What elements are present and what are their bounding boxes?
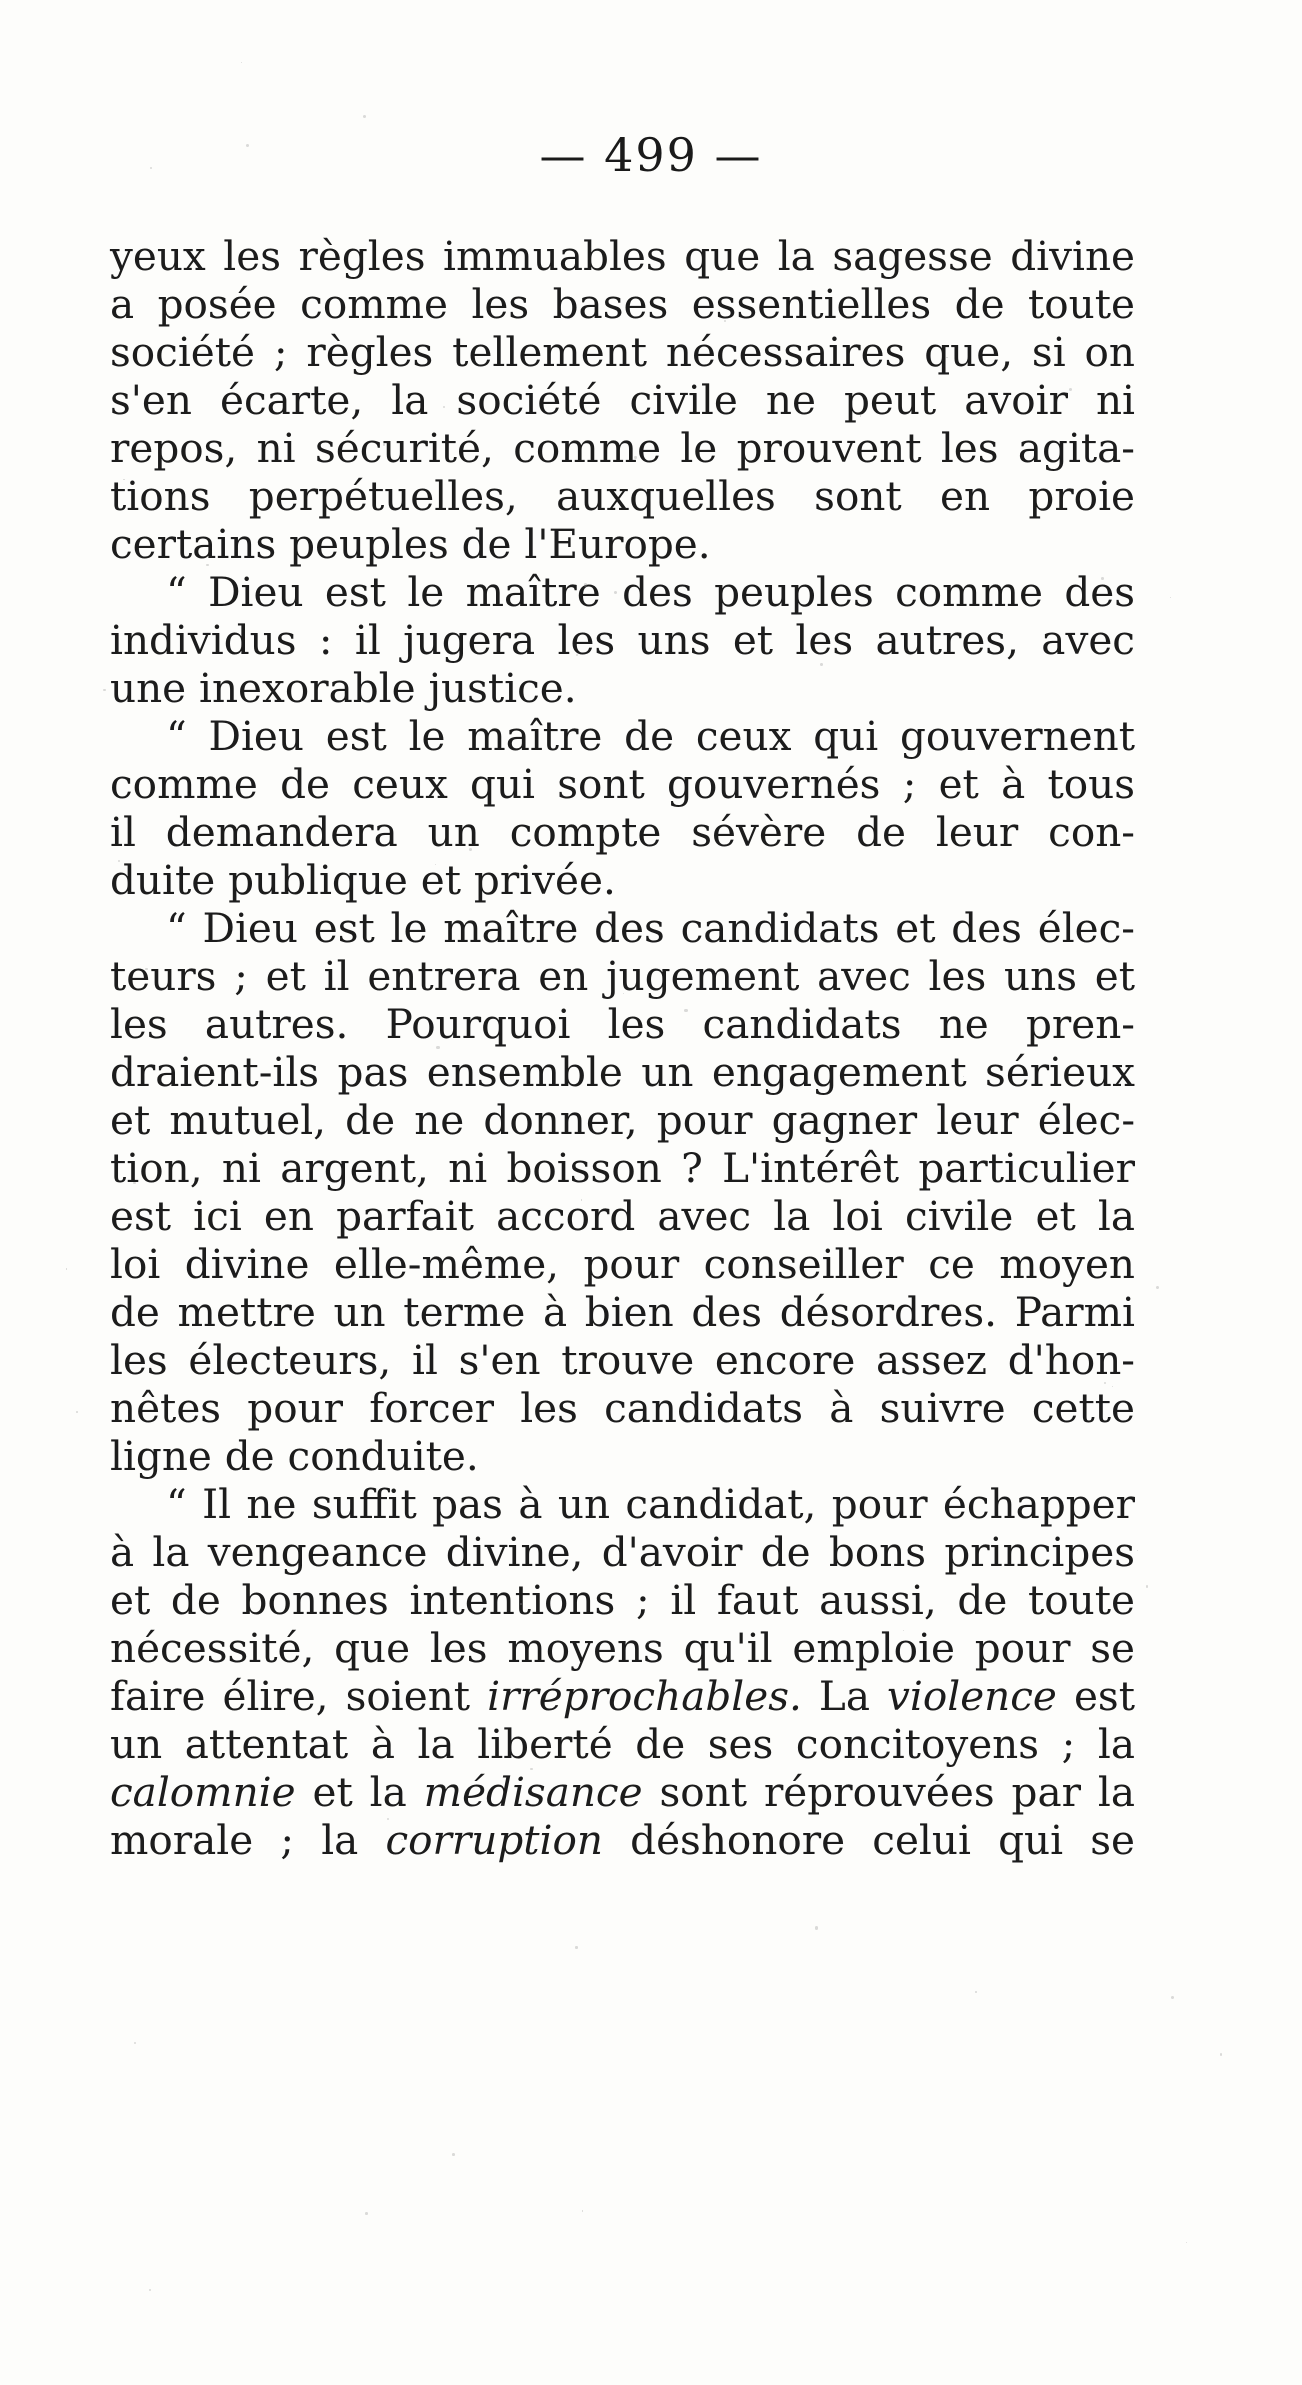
scan-speckle (963, 1076, 964, 1077)
scan-speckle (871, 1516, 873, 1518)
body-text (110, 232, 1135, 1864)
scan-speckle (1156, 1286, 1159, 1289)
text-line: ligne de conduite. (110, 1432, 479, 1480)
scan-speckle (452, 2153, 455, 2156)
scan-speckle (66, 1268, 67, 1269)
scan-speckle (387, 1818, 389, 1820)
text-line: à la vengeance divine, d'avoir de bons principes (110, 1528, 1135, 1576)
text-line: nêtes pour forcer les candidats à suivre cette (110, 1384, 1135, 1432)
scan-speckle (1069, 388, 1072, 391)
text-line: société ; règles tellement nécessaires que, si on (110, 328, 1135, 376)
scan-speckle (821, 1308, 824, 1311)
text-line: nécessité, que les moyens qu'il emploie pour se (110, 1624, 1135, 1672)
text-line: tion, ni argent, ni boisson ? L'intérêt particulier (110, 1144, 1135, 1192)
text-line: “ Il ne suffit pas à un candidat, pour échapper (166, 1480, 1135, 1528)
text-line: il demandera un compte sévère de leur con- (110, 808, 1135, 856)
scan-speckle (820, 663, 823, 666)
scan-speckle (103, 689, 105, 691)
text-line: certains peuples de l'Europe. (110, 520, 711, 568)
scan-speckle (1220, 2053, 1222, 2055)
text-line: de mettre un terme à bien des désordres. Parmi (110, 1288, 1135, 1336)
text-line: loi divine elle-même, pour conseiller ce moyen (110, 1240, 1135, 1288)
text-line: a posée comme les bases essentielles de toute (110, 280, 1135, 328)
scan-speckle (684, 1009, 687, 1012)
scan-speckle (363, 115, 366, 118)
text-line: comme de ceux qui sont gouvernés ; et à tous (110, 760, 1135, 808)
text-line: faire élire, soient irréprochables. La violence est (110, 1672, 1135, 1720)
text-line: calomnie et la médisance sont réprouvées par la (110, 1768, 1135, 1816)
text-line: et de bonnes intentions ; il faut aussi, de toute (110, 1576, 1135, 1624)
text-line: morale ; la corruption déshonore celui qui se (110, 1816, 1135, 1864)
text-line: un attentat à la liberté de ses concitoyens ; la (110, 1720, 1135, 1768)
scan-speckle (241, 62, 242, 63)
scan-speckle (575, 1946, 577, 1948)
scan-speckle (1170, 597, 1171, 598)
scan-speckle (1137, 1550, 1138, 1551)
text-line: individus : il jugera les uns et les autres, avec (110, 616, 1135, 664)
scan-speckle (584, 583, 587, 586)
scan-speckle (145, 968, 148, 971)
scan-speckle (1146, 1585, 1148, 1587)
scan-speckle (134, 2042, 136, 2044)
text-line: “ Dieu est le maître des peuples comme des (166, 568, 1135, 616)
scan-speckle (206, 564, 209, 567)
text-line: s'en écarte, la société civile ne peut avoir ni (110, 376, 1135, 424)
text-line: “ Dieu est le maître des candidats et des élec- (166, 904, 1135, 952)
scan-speckle (1171, 1996, 1174, 1999)
text-line: duite publique et privée. (110, 856, 616, 904)
text-line: les électeurs, il s'en trouve encore assez d'hon- (110, 1336, 1135, 1384)
scan-speckle (582, 2210, 583, 2211)
scan-speckle (520, 1603, 522, 1605)
scan-speckle (975, 1991, 977, 1993)
scan-speckle (815, 1926, 818, 1929)
scan-speckle (1101, 577, 1104, 580)
text-line: est ici en parfait accord avec la loi civile et la (110, 1192, 1135, 1240)
scan-speckle (193, 1845, 195, 1847)
scan-speckle (551, 1298, 552, 1299)
page-number: — 499 — (539, 128, 763, 182)
text-line: et mutuel, de ne donner, pour gagner leur élec- (110, 1096, 1135, 1144)
scan-speckle (76, 1411, 78, 1413)
scan-speckle (479, 1378, 480, 1379)
text-line: draient-ils pas ensemble un engagement sérieux (110, 1048, 1135, 1096)
scan-speckle (634, 456, 636, 458)
text-line: tions perpétuelles, auxquelles sont en proie (110, 472, 1135, 520)
text-line: repos, ni sécurité, comme le prouvent les agita- (110, 424, 1135, 472)
scan-speckle (149, 2289, 151, 2291)
text-line: les autres. Pourquoi les candidats ne pren- (110, 1000, 1135, 1048)
text-line: yeux les règles immuables que la sagesse divine (110, 232, 1135, 280)
scan-speckle (469, 848, 472, 851)
scan-speckle (1186, 2242, 1187, 2243)
text-line: une inexorable justice. (110, 664, 577, 712)
scan-speckle (365, 2212, 368, 2215)
scan-speckle (530, 1768, 533, 1771)
text-line: teurs ; et il entrera en jugement avec les uns et (110, 952, 1135, 1000)
text-line: “ Dieu est le maître de ceux qui gouvernent (166, 712, 1135, 760)
